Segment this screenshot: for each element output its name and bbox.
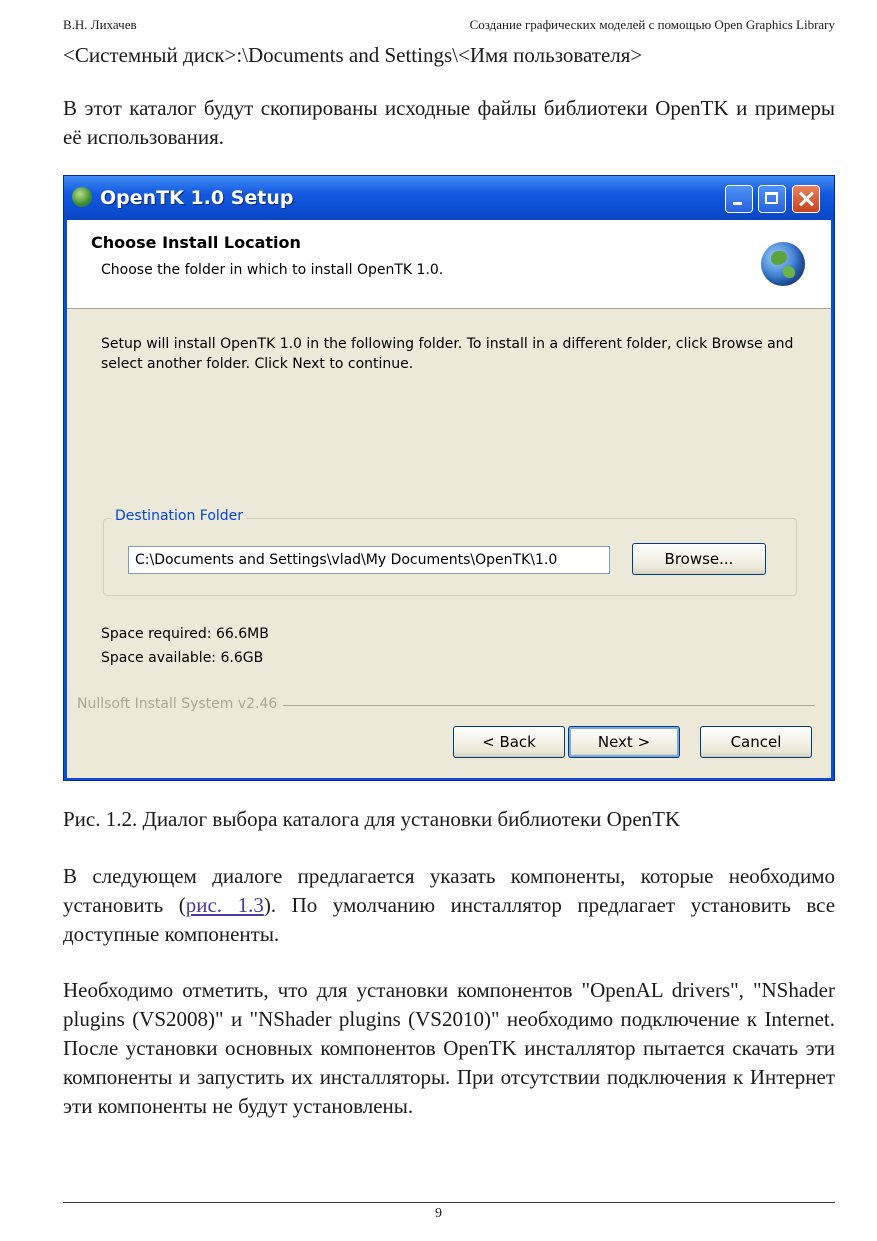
maximize-icon[interactable] [758,185,786,213]
para2-text-before: В следующем диалоге предлагается указать компоненты, которые необходимо установить ( [63,864,835,917]
install-path-template: <Системный диск>:\Documents and Settings\<Имя пользователя> [63,43,643,67]
dialog-titlebar [64,176,834,220]
running-header-title: Создание графических моделей с помощью Open Graphics Library [469,17,835,32]
installer-globe-icon [72,187,92,207]
figure-caption: Рис. 1.2. Диалог выбора каталога для установки библиотеки OpenTK [63,807,681,831]
globe-icon [761,242,805,286]
browse-button[interactable]: Browse... [632,543,766,575]
components-paragraph [63,862,835,949]
cancel-button[interactable]: Cancel [700,726,812,758]
dialog-subheading: Choose the folder in which to install OpenTK 1.0. [101,262,444,278]
dialog-client-area [67,220,831,778]
dialog-heading: Choose Install Location [91,233,301,252]
page-number: 9 [435,1206,442,1221]
next-button[interactable]: Next > [568,726,680,758]
internet-note-paragraph: Необходимо отметить, что для установки компонентов "OpenAL drivers", "NShader plugins (VS2008)" и "NShader plugins (VS2010)" необходимо подключение к Internet. После установки основных компонентов OpenTK инсталлятор пытается скачать эти компоненты и запустить их инсталляторы. При отсутствии подключения к Интернет эти компоненты не будут установлены. [63,978,835,1118]
dialog-header-banner [67,220,831,309]
space-available: Space available: 6.6GB [101,650,264,666]
minimize-icon[interactable] [725,185,753,213]
install-path-input[interactable]: C:\Documents and Settings\vlad\My Documents\OpenTK\1.0 [128,546,610,574]
space-required: Space required: 66.6MB [101,626,269,642]
setup-dialog-screenshot [63,175,835,781]
intro-paragraph: В этот каталог будут скопированы исходные файлы библиотеки OpenTK и примеры её использования. [63,96,835,149]
nsis-branding: Nullsoft Install System v2.46 [77,696,283,712]
dialog-description: Setup will install OpenTK 1.0 in the following folder. To install in a different folder, click Browse and select another folder. Click Next to continue. [101,336,794,372]
dialog-title: OpenTK 1.0 Setup [100,187,294,209]
figure-1-3-link[interactable]: рис. 1.3 [185,893,264,917]
destination-folder-label: Destination Folder [112,508,246,524]
para2-text-after: ). По умолчанию инсталлятор предлагает установить все доступные компоненты. [63,893,836,946]
destination-folder-group [103,508,797,596]
close-icon[interactable] [792,185,820,213]
running-header-author: В.Н. Лихачев [63,17,137,32]
back-button[interactable]: < Back [453,726,565,758]
footer-rule [63,1202,835,1203]
